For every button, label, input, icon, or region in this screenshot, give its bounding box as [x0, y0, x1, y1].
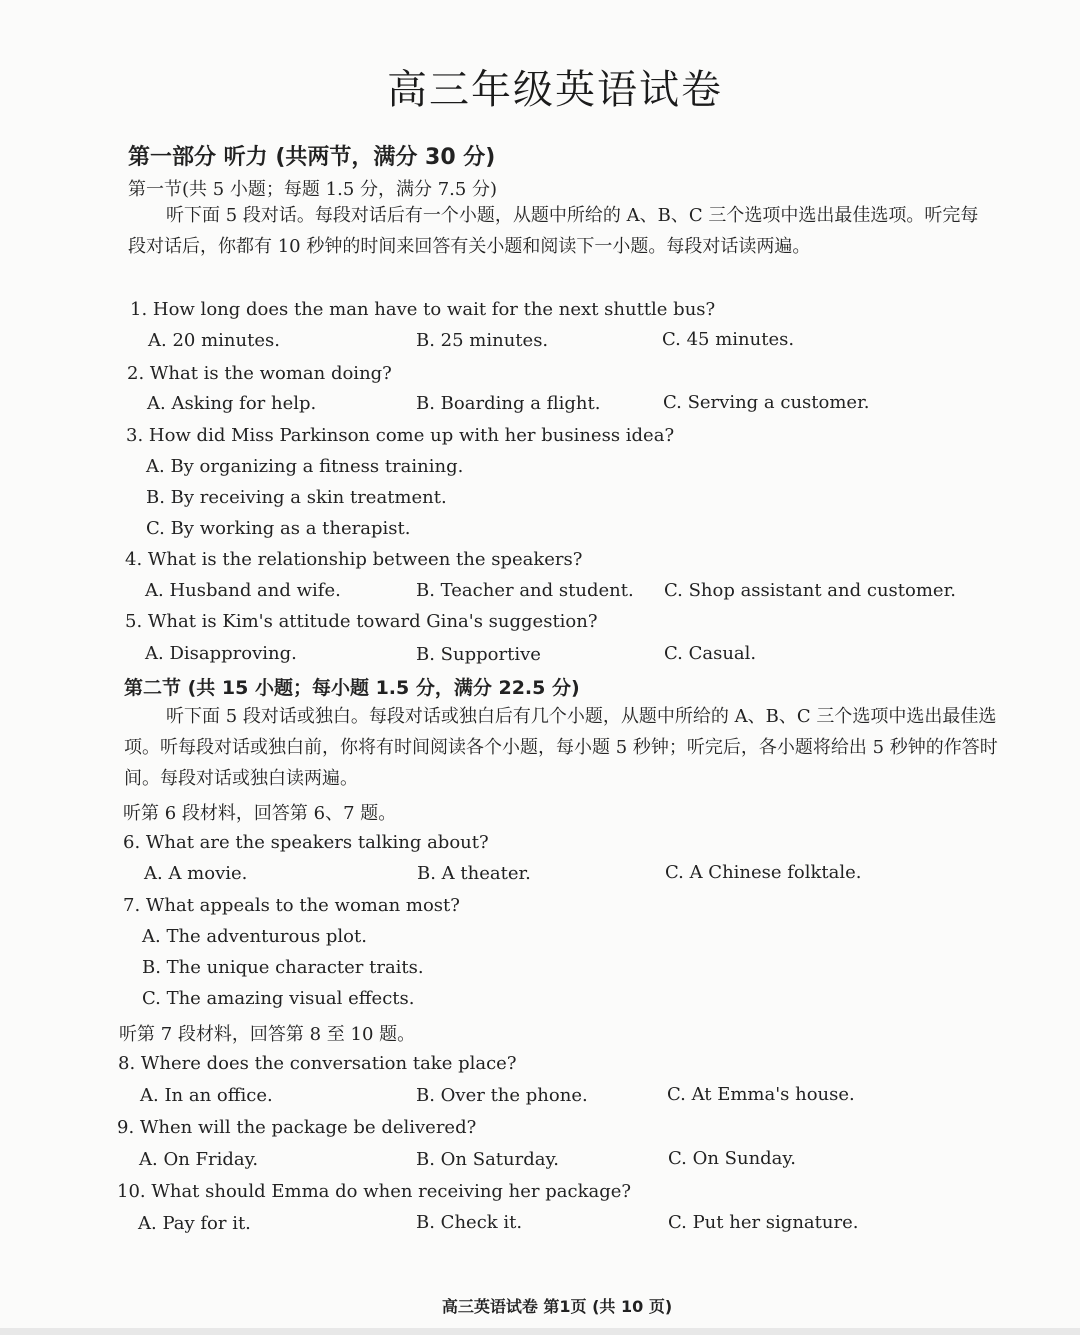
question-6: 6. What are the speakers talking about?: [123, 832, 489, 853]
section1-instructions: 听下面 5 段对话。每段对话后有一个小题，从题中所给的 A、B、C 三个选项中选出最佳选项。听完每段对话后，你都有 10 秒钟的时间来回答有关小题和阅读下一小题。每段对话读两遍。: [128, 205, 979, 257]
q1-option-c: C. 45 minutes.: [662, 329, 795, 350]
q3-option-a: A. By organizing a fitness training.: [146, 456, 464, 477]
q8-option-b: B. Over the phone.: [416, 1085, 588, 1106]
q10-option-a: A. Pay for it.: [138, 1213, 251, 1234]
q9-option-c: C. On Sunday.: [668, 1148, 796, 1169]
q4-option-c: C. Shop assistant and customer.: [664, 580, 956, 601]
q8-option-a: A. In an office.: [140, 1085, 273, 1106]
q10-option-b: B. Check it.: [416, 1212, 523, 1233]
q6-option-b: B. A theater.: [417, 863, 531, 884]
q10-option-c: C. Put her signature.: [668, 1212, 859, 1233]
q7-option-a: A. The adventurous plot.: [142, 926, 367, 947]
question-7: 7. What appeals to the woman most?: [123, 895, 460, 916]
question-10: 10. What should Emma do when receiving her package?: [117, 1181, 632, 1202]
q6-option-a: A. A movie.: [144, 863, 248, 884]
question-1: 1. How long does the man have to wait for the next shuttle bus?: [130, 299, 716, 320]
bottom-border: [0, 1328, 1080, 1335]
q1-option-a: A. 20 minutes.: [148, 330, 280, 351]
section1-heading: 第一节(共 5 小题；每题 1.5 分，满分 7.5 分): [128, 179, 498, 200]
q9-option-b: B. On Saturday.: [416, 1149, 559, 1170]
q5-option-a: A. Disapproving.: [145, 643, 297, 664]
exam-title: 高三年级英语试卷: [387, 67, 723, 113]
q5-option-b: B. Supportive: [416, 644, 541, 665]
listen-note-material-7: 听第 7 段材料，回答第 8 至 10 题。: [119, 1024, 416, 1045]
q4-option-a: A. Husband and wife.: [145, 580, 341, 601]
q8-option-c: C. At Emma's house.: [667, 1084, 855, 1105]
q2-option-c: C. Serving a customer.: [663, 392, 870, 413]
listen-note-material-6: 听第 6 段材料，回答第 6、7 题。: [123, 803, 397, 824]
q4-option-b: B. Teacher and student.: [416, 580, 634, 601]
question-2: 2. What is the woman doing?: [127, 363, 392, 384]
q3-option-b: B. By receiving a skin treatment.: [146, 487, 447, 508]
question-5: 5. What is Kim's attitude toward Gina's suggestion?: [125, 611, 598, 632]
question-9: 9. When will the package be delivered?: [117, 1117, 477, 1138]
question-8: 8. Where does the conversation take place?: [118, 1053, 517, 1074]
part1-heading: 第一部分 听力 (共两节，满分 30 分): [128, 145, 496, 170]
section2-instructions: 听下面 5 段对话或独白。每段对话或独白后有几个小题，从题中所给的 A、B、C 三个选项中选出最佳选项。听每段对话或独白前，你将有时间阅读各个小题，每小题 5 秒钟；听完后，各小题将给出 5 秒钟的作答时间。每段对话或独白读两遍。: [124, 706, 998, 789]
q2-option-a: A. Asking for help.: [147, 393, 317, 414]
section2-heading: 第二节 (共 15 小题；每小题 1.5 分，满分 22.5 分): [124, 677, 580, 699]
page-footer: 高三英语试卷 第1页 (共 10 页): [441, 1297, 673, 1316]
q7-option-b: B. The unique character traits.: [142, 957, 424, 978]
q2-option-b: B. Boarding a flight.: [416, 393, 601, 414]
q5-option-c: C. Casual.: [664, 643, 757, 664]
q6-option-c: C. A Chinese folktale.: [665, 862, 862, 883]
question-4: 4. What is the relationship between the speakers?: [125, 549, 583, 570]
q9-option-a: A. On Friday.: [139, 1149, 259, 1170]
question-3: 3. How did Miss Parkinson come up with her business idea?: [126, 425, 675, 446]
q1-option-b: B. 25 minutes.: [416, 330, 549, 351]
q7-option-c: C. The amazing visual effects.: [142, 988, 415, 1009]
q3-option-c: C. By working as a therapist.: [146, 518, 411, 539]
